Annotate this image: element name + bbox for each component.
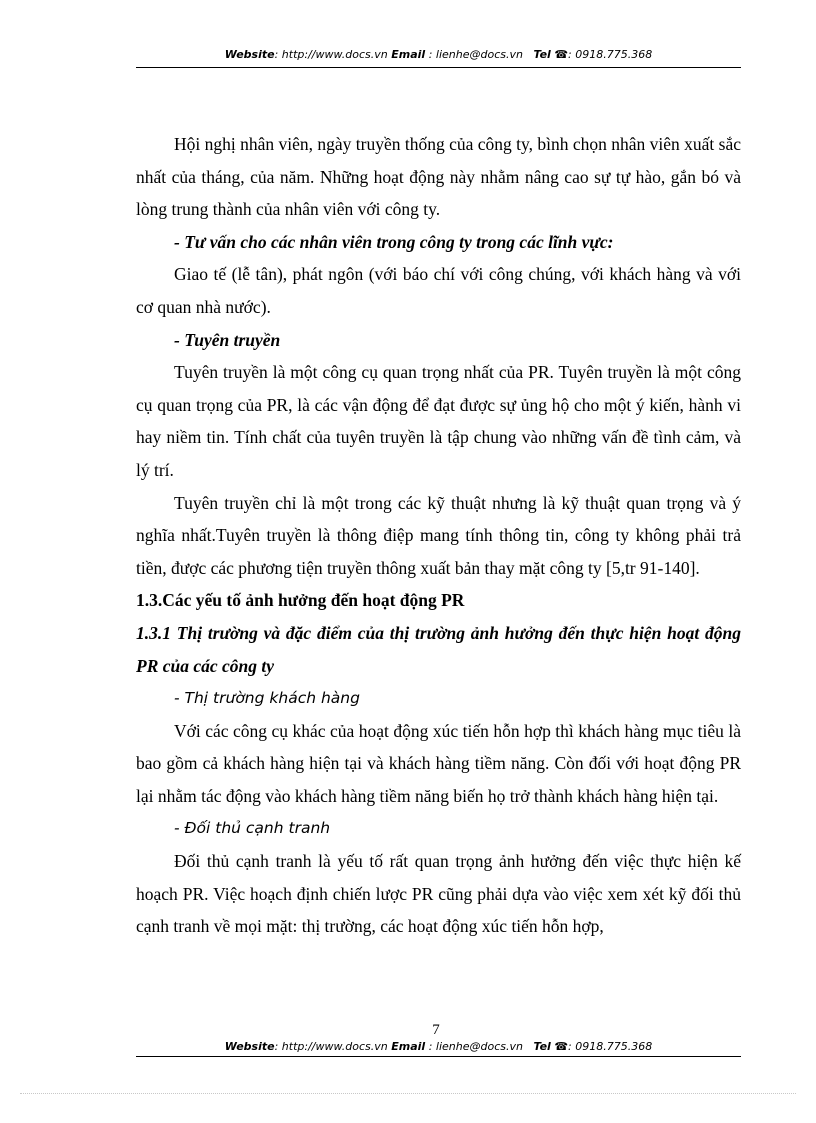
sub-heading: - Đối thủ cạnh tranh bbox=[174, 819, 331, 838]
header-tel-value: : 0918.775.368 bbox=[568, 48, 653, 61]
header-email-label: Email bbox=[391, 48, 426, 61]
page-number: 7 bbox=[432, 1022, 440, 1038]
footer-divider bbox=[136, 1056, 741, 1057]
page-footer bbox=[136, 1040, 741, 1053]
footer-email-value: : lienhe@docs.vn bbox=[425, 1040, 523, 1053]
sub-heading: - Thị trường khách hàng bbox=[174, 689, 360, 708]
subsection-heading: 1.3.1 Thị trường và đặc điểm của thị trường ảnh hưởng đến thực hiện hoạt động PR của các công ty bbox=[136, 622, 741, 676]
paragraph: Với các công cụ khác của hoạt động xúc tiến hỗn hợp thì khách hàng mục tiêu là bao gồm cả khách hàng hiện tại và khách hàng tiềm năng. Còn đối với hoạt động PR lại nhằm tác động vào khách hàng tiềm năng biến họ trở thành khách hàng hiện tại. bbox=[136, 720, 741, 806]
paragraph: Giao tế (lễ tân), phát ngôn (với báo chí với công chúng, với khách hàng và với cơ quan nhà nước). bbox=[136, 264, 741, 317]
paragraph: Tuyên truyền là một công cụ quan trọng nhất của PR. Tuyên truyền là một công cụ quan trọng của PR, là các vận động để đạt được sự ủng hộ cho một ý kiến, hành vi hay niềm tin. Tính chất của tuyên truyền là tập chung vào những vấn đề tình cảm, và lý trí. bbox=[136, 362, 741, 480]
footer-website-value: : http://www.docs.vn bbox=[274, 1040, 388, 1053]
phone-icon: ☎ bbox=[554, 1040, 569, 1053]
page-header bbox=[136, 48, 741, 61]
list-heading: - Tuyên truyền bbox=[174, 329, 281, 350]
paragraph: Đối thủ cạnh tranh là yếu tố rất quan trọng ảnh hưởng đến việc thực hiện kế hoạch PR. Việc hoạch định chiến lược PR cũng phải dựa vào việc xem xét kỹ đối thủ cạnh tranh về mọi mặt: thị trường, các hoạt động xúc tiến hỗn hợp, bbox=[136, 851, 741, 937]
header-tel-label: Tel bbox=[533, 48, 551, 61]
list-heading: - Tư vấn cho các nhân viên trong công ty trong các lĩnh vực: bbox=[174, 231, 614, 252]
page-edge-divider bbox=[20, 1093, 796, 1094]
paragraph: Hội nghị nhân viên, ngày truyền thống của công ty, bình chọn nhân viên xuất sắc nhất của tháng, của năm. Những hoạt động này nhằm nâng cao sự tự hào, gắn bó và lòng trung thành của nhân viên với công ty. bbox=[136, 134, 741, 220]
header-email-value: : lienhe@docs.vn bbox=[425, 48, 523, 61]
header-divider bbox=[136, 67, 741, 68]
footer-tel-label: Tel bbox=[533, 1040, 551, 1053]
header-website-label: Website bbox=[224, 48, 275, 61]
document-body bbox=[136, 128, 741, 943]
footer-tel-value: : 0918.775.368 bbox=[568, 1040, 653, 1053]
phone-icon: ☎ bbox=[554, 48, 569, 61]
paragraph: Tuyên truyền chỉ là một trong các kỹ thuật nhưng là kỹ thuật quan trọng và ý nghĩa nhất.Tuyên truyền là thông điệp mang tính thông tin, công ty không phải trả tiền, được các phương tiện truyền thông xuất bản thay mặt công ty [5,tr 91-140]. bbox=[136, 492, 741, 578]
footer-email-label: Email bbox=[391, 1040, 426, 1053]
section-heading: 1.3.Các yếu tố ảnh hưởng đến hoạt động PR bbox=[136, 590, 465, 611]
footer-website-label: Website bbox=[224, 1040, 275, 1053]
header-website-value: : http://www.docs.vn bbox=[274, 48, 388, 61]
